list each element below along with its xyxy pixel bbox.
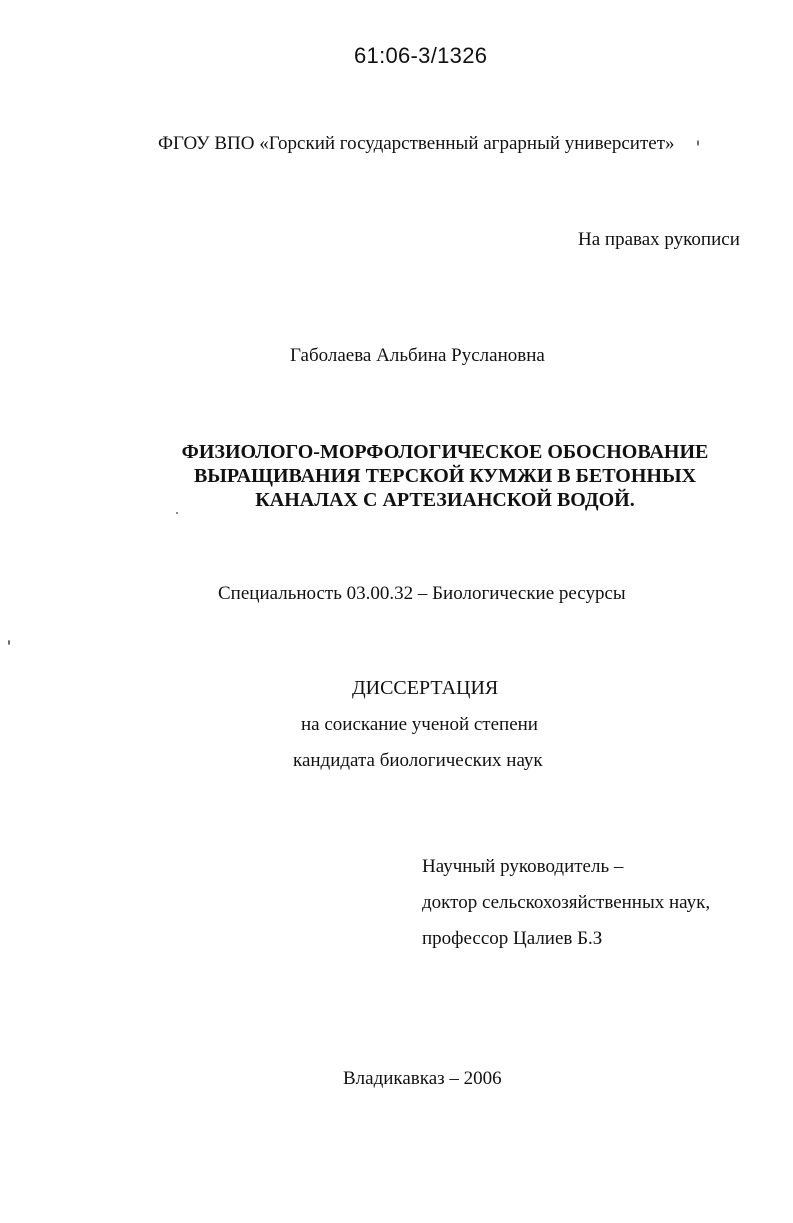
scan-speck [697, 140, 699, 146]
degree-line-1: на соискание ученой степени [301, 714, 538, 735]
specialty: Специальность 03.00.32 – Биологические ресурсы [218, 583, 626, 604]
scan-speck [176, 512, 178, 514]
catalog-code: 61:06-3/1326 [354, 43, 488, 68]
title-line: КАНАЛАХ С АРТЕЗИАНСКОЙ ВОДОЙ. [255, 489, 635, 511]
supervisor-role: Научный руководитель – [422, 856, 624, 877]
supervisor-degree: доктор сельскохозяйственных наук, [422, 892, 711, 913]
author-name: Габолаева Альбина Руслановна [290, 345, 545, 366]
title-line: ФИЗИОЛОГО-МОРФОЛОГИЧЕСКОЕ ОБОСНОВАНИЕ [181, 441, 709, 463]
scan-speck [8, 640, 10, 645]
title-line: ВЫРАЩИВАНИЯ ТЕРСКОЙ КУМЖИ В БЕТОННЫХ [193, 465, 697, 487]
document-type: ДИССЕРТАЦИЯ [352, 677, 499, 699]
organization: ФГОУ ВПО «Горский государственный аграрный университет» [158, 133, 675, 154]
degree-line-2: кандидата биологических наук [293, 750, 543, 771]
supervisor-name: профессор Цалиев Б.З [422, 928, 603, 949]
rights-note: На правах рукописи [578, 229, 740, 250]
place-year: Владикавказ – 2006 [343, 1068, 502, 1089]
